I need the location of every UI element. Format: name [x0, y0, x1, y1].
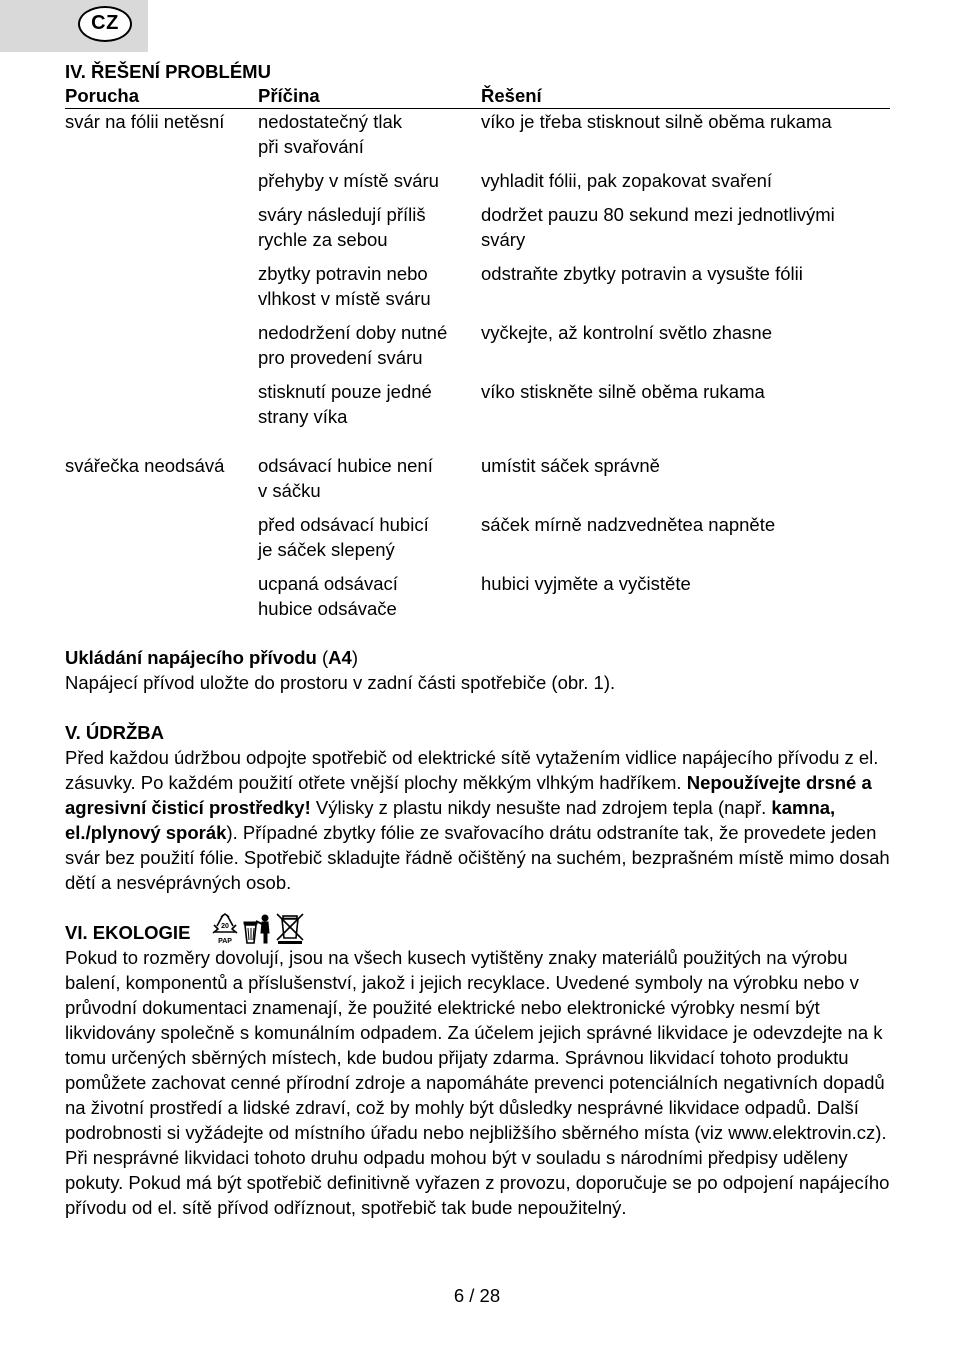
- fault-cell: [65, 571, 258, 621]
- header-fault: Porucha: [65, 85, 140, 106]
- fault-cell: [65, 320, 258, 370]
- cause-cell: odsávací hubice není v sáčku: [258, 455, 433, 501]
- fault-cell: svářečka neodsává: [65, 455, 225, 476]
- cause-cell: nedodržení doby nutné pro provedení sváru: [258, 322, 448, 368]
- cause-cell: zbytky potravin nebo vlhkost v místě sváru: [258, 263, 431, 309]
- troubleshooting-title: IV. ŘEŠENÍ PROBLÉMU: [65, 61, 271, 82]
- fault-cell: [65, 261, 258, 311]
- maintenance-title: V. ÚDRŽBA: [65, 722, 165, 743]
- cause-cell: před odsávací hubicí je sáček slepený: [258, 514, 429, 560]
- language-badge: CZ: [78, 6, 132, 42]
- ecology-section: [65, 912, 890, 1220]
- table-row: [65, 109, 890, 159]
- solution-cell: vyhladit fólii, pak zopakovat svaření: [481, 170, 773, 191]
- table-row: [65, 320, 890, 370]
- cause-cell: ucpaná odsávací hubice odsávače: [258, 573, 398, 619]
- maintenance-text: Před každou údržbou odpojte spotřebič od elektrické sítě vytažením vidlice napájecího přívodu z el. zásuvky. Po každém použití otřete vnější plochy měkkým vlhkým hadříkem. Nepoužívejte drsné a agresivní čisticí prostředky! Výlisky z plastu nikdy nesušte nad zdrojem tepla (např. kamna, el./plynový sporák). Případné zbytky fólie ze svařovacího drátu odstraníte tak, že provedete jeden svár bez použití fólie. Spotřebič skladujte řádně očištěný na suchém, bezprašném místě mimo dosah dětí a nesvéprávných osob.: [65, 747, 890, 893]
- cause-cell: sváry následují příliš rychle za sebou: [258, 204, 426, 250]
- solution-cell: hubici vyjměte a vyčistěte: [481, 573, 691, 594]
- svg-text:PAP: PAP: [218, 938, 233, 945]
- table-row: [65, 202, 890, 252]
- solution-cell: odstraňte zbytky potravin a vysušte fólii: [481, 263, 803, 284]
- recycling-pap-icon: [210, 913, 240, 945]
- page-number: 6 / 28: [453, 1285, 501, 1306]
- table-row: [65, 512, 890, 562]
- table-row: [65, 571, 890, 621]
- table-row: [65, 261, 890, 311]
- solution-cell: dodržet pauzu 80 sekund mezi jednotlivými sváry: [481, 204, 835, 250]
- cord-title: Ukládání napájecího přívodu (A4): [65, 647, 358, 668]
- cord-section: [65, 645, 890, 695]
- cause-cell: přehyby v místě sváru: [258, 170, 439, 191]
- ecology-icons: [210, 913, 304, 945]
- table-row: [65, 379, 890, 429]
- ecology-title: VI. EKOLOGIE: [65, 922, 191, 943]
- svg-text:20: 20: [221, 923, 230, 930]
- solution-cell: sáček mírně nadzvednětea napněte: [481, 514, 776, 535]
- fault-cell: [65, 379, 258, 429]
- table-header: [65, 84, 890, 109]
- tidyman-icon: [242, 913, 274, 945]
- page-content: [65, 59, 890, 1220]
- crossed-bin-icon: [276, 913, 304, 945]
- ecology-text: Pokud to rozměry dovolují, jsou na všech kusech vytištěny znaky materiálů použitých na výrobu balení, komponentů a příslušenství, jakož i jejich recyklace. Uvedené symboly na výrobku nebo v průvodní dokumentaci znamenají, že použité elektrické nebo elektronické výrobky nesmí být likvidovány společně s komunálním odpadem. Za účelem jejich správné likvidace je odevzdejte na k tomu určených sběrných místech, kde budou přijaty zdarma. Správnou likvidací tohoto produktu pomůžete zachovat cenné přírodní zdroje a napomáháte prevenci potenciálních negativních dopadů na životní prostředí a lidské zdraví, což by mohly být důsledky nesprávné likvidace odpadů. Další podrobnosti si vyžádejte od místního úřadu nebo nejbližšího sběrného místa (viz www.elektrovin.cz). Při nesprávné likvidaci tohoto druhu odpadu mohou být v souladu s národními předpisy uděleny pokuty. Pokud má být spotřebič definitivně vyřazen z provozu, doporučuje se po odpojení napájecího přívodu od el. sítě přívod odříznout, spotřebič tak bude nepoužitelný.: [65, 947, 890, 1218]
- header-solution: Řešení: [481, 85, 542, 106]
- solution-cell: víko je třeba stisknout silně oběma rukama: [481, 111, 832, 132]
- fault-cell: svár na fólii netěsní: [65, 111, 225, 132]
- fault-cell: [65, 512, 258, 562]
- table-row: [65, 453, 890, 503]
- maintenance-section: [65, 720, 890, 895]
- troubleshooting-table: [65, 109, 890, 621]
- cord-text: Napájecí přívod uložte do prostoru v zadní části spotřebiče (obr. 1).: [65, 672, 616, 693]
- solution-cell: víko stiskněte silně oběma rukama: [481, 381, 765, 402]
- table-row: [65, 168, 890, 193]
- cause-cell: stisknutí pouze jedné strany víka: [258, 381, 432, 427]
- language-tab: [0, 0, 148, 52]
- fault-cell: [65, 202, 258, 252]
- solution-cell: vyčkejte, až kontrolní světlo zhasne: [481, 322, 773, 343]
- cause-cell: nedostatečný tlak při svařování: [258, 111, 402, 157]
- ecology-heading: [65, 912, 890, 945]
- fault-cell: [65, 168, 258, 193]
- header-cause: Příčina: [258, 85, 320, 106]
- solution-cell: umístit sáček správně: [481, 455, 660, 476]
